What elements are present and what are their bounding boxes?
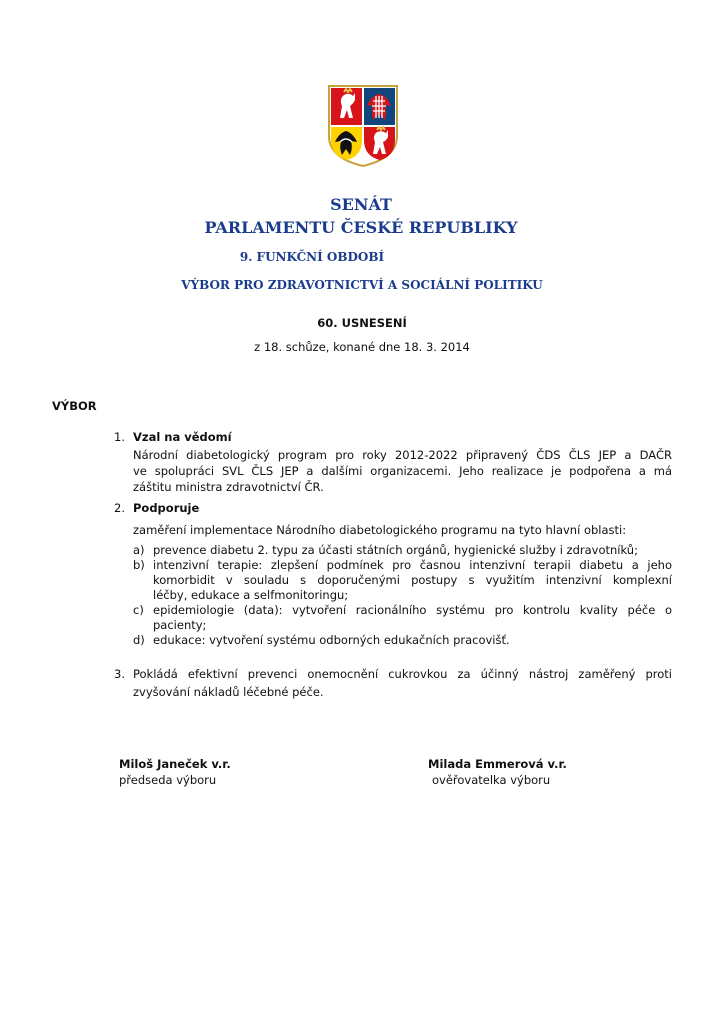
item-2-number: 2. (114, 501, 125, 515)
item-3-number: 3. (114, 667, 125, 681)
signature-name: Miloš Janeček v.r. (119, 757, 231, 771)
committee-title: VÝBOR PRO ZDRAVOTNICTVÍ A SOCIÁLNÍ POLITIKU (181, 278, 543, 292)
subitem-letter: c) (133, 603, 144, 617)
subitem-line: epidemiologie (data): vytvoření racionálního systému pro kontrolu kvality péče o (153, 603, 672, 617)
item-1-line: ve spolupráci SVL ČLS JEP a dalšími organizacemi. Jeho realizace je podpořena a má (133, 464, 672, 478)
resolution-number: 60. USNESENÍ (317, 316, 407, 330)
item-2-intro: zaměření implementace Národního diabetologického programu na tyto hlavní oblasti: (133, 523, 627, 537)
item-1-number: 1. (114, 430, 125, 444)
term-label: 9. FUNKČNÍ OBDOBÍ (239, 250, 385, 264)
subitem-letter: d) (133, 633, 145, 647)
subitem-line: pacienty; (153, 618, 207, 632)
subitem-line: intenzivní terapie: zlepšení podmínek pro časnou intenzivní terapii diabetu a jeho (153, 558, 672, 572)
parliament-title: PARLAMENTU ČESKÉ REPUBLIKY (204, 218, 518, 237)
coat-of-arms-icon (327, 84, 399, 168)
subitem-line: léčby, edukace a selfmonitoringu; (153, 588, 349, 602)
signature-role: ověřovatelka výboru (432, 773, 551, 787)
subitem-line: komorbidit v souladu s doporučenými postupy s využitím intenzivní komplexní (153, 573, 672, 587)
chamber-title: SENÁT (330, 195, 392, 214)
signature-name: Milada Emmerová v.r. (428, 757, 567, 771)
subitem-letter: a) (133, 543, 145, 557)
subject-label: VÝBOR (52, 399, 97, 413)
signature-role: předseda výboru (119, 773, 217, 787)
resolution-subtitle: z 18. schůze, konané dne 18. 3. 2014 (254, 340, 470, 354)
subitem-line: prevence diabetu 2. typu za účasti státních orgánů, hygienické služby i zdravotníků; (153, 543, 638, 557)
subitem-line: edukace: vytvoření systému odborných edukačních pracovišť. (153, 633, 510, 647)
item-3-line: Pokládá efektivní prevenci onemocnění cukrovkou za účinný nástroj zaměřený proti (133, 667, 672, 681)
item-1-line: Národní diabetologický program pro roky 2012-2022 připravený ČDS ČLS JEP a DAČR (133, 448, 672, 462)
subitem-letter: b) (133, 558, 145, 572)
item-3-line: zvyšování nákladů léčebné péče. (133, 685, 324, 699)
item-1-heading: Vzal na vědomí (133, 430, 232, 444)
item-1-line: záštitu ministra zdravotnictví ČR. (133, 480, 324, 494)
item-2-heading: Podporuje (133, 501, 200, 515)
